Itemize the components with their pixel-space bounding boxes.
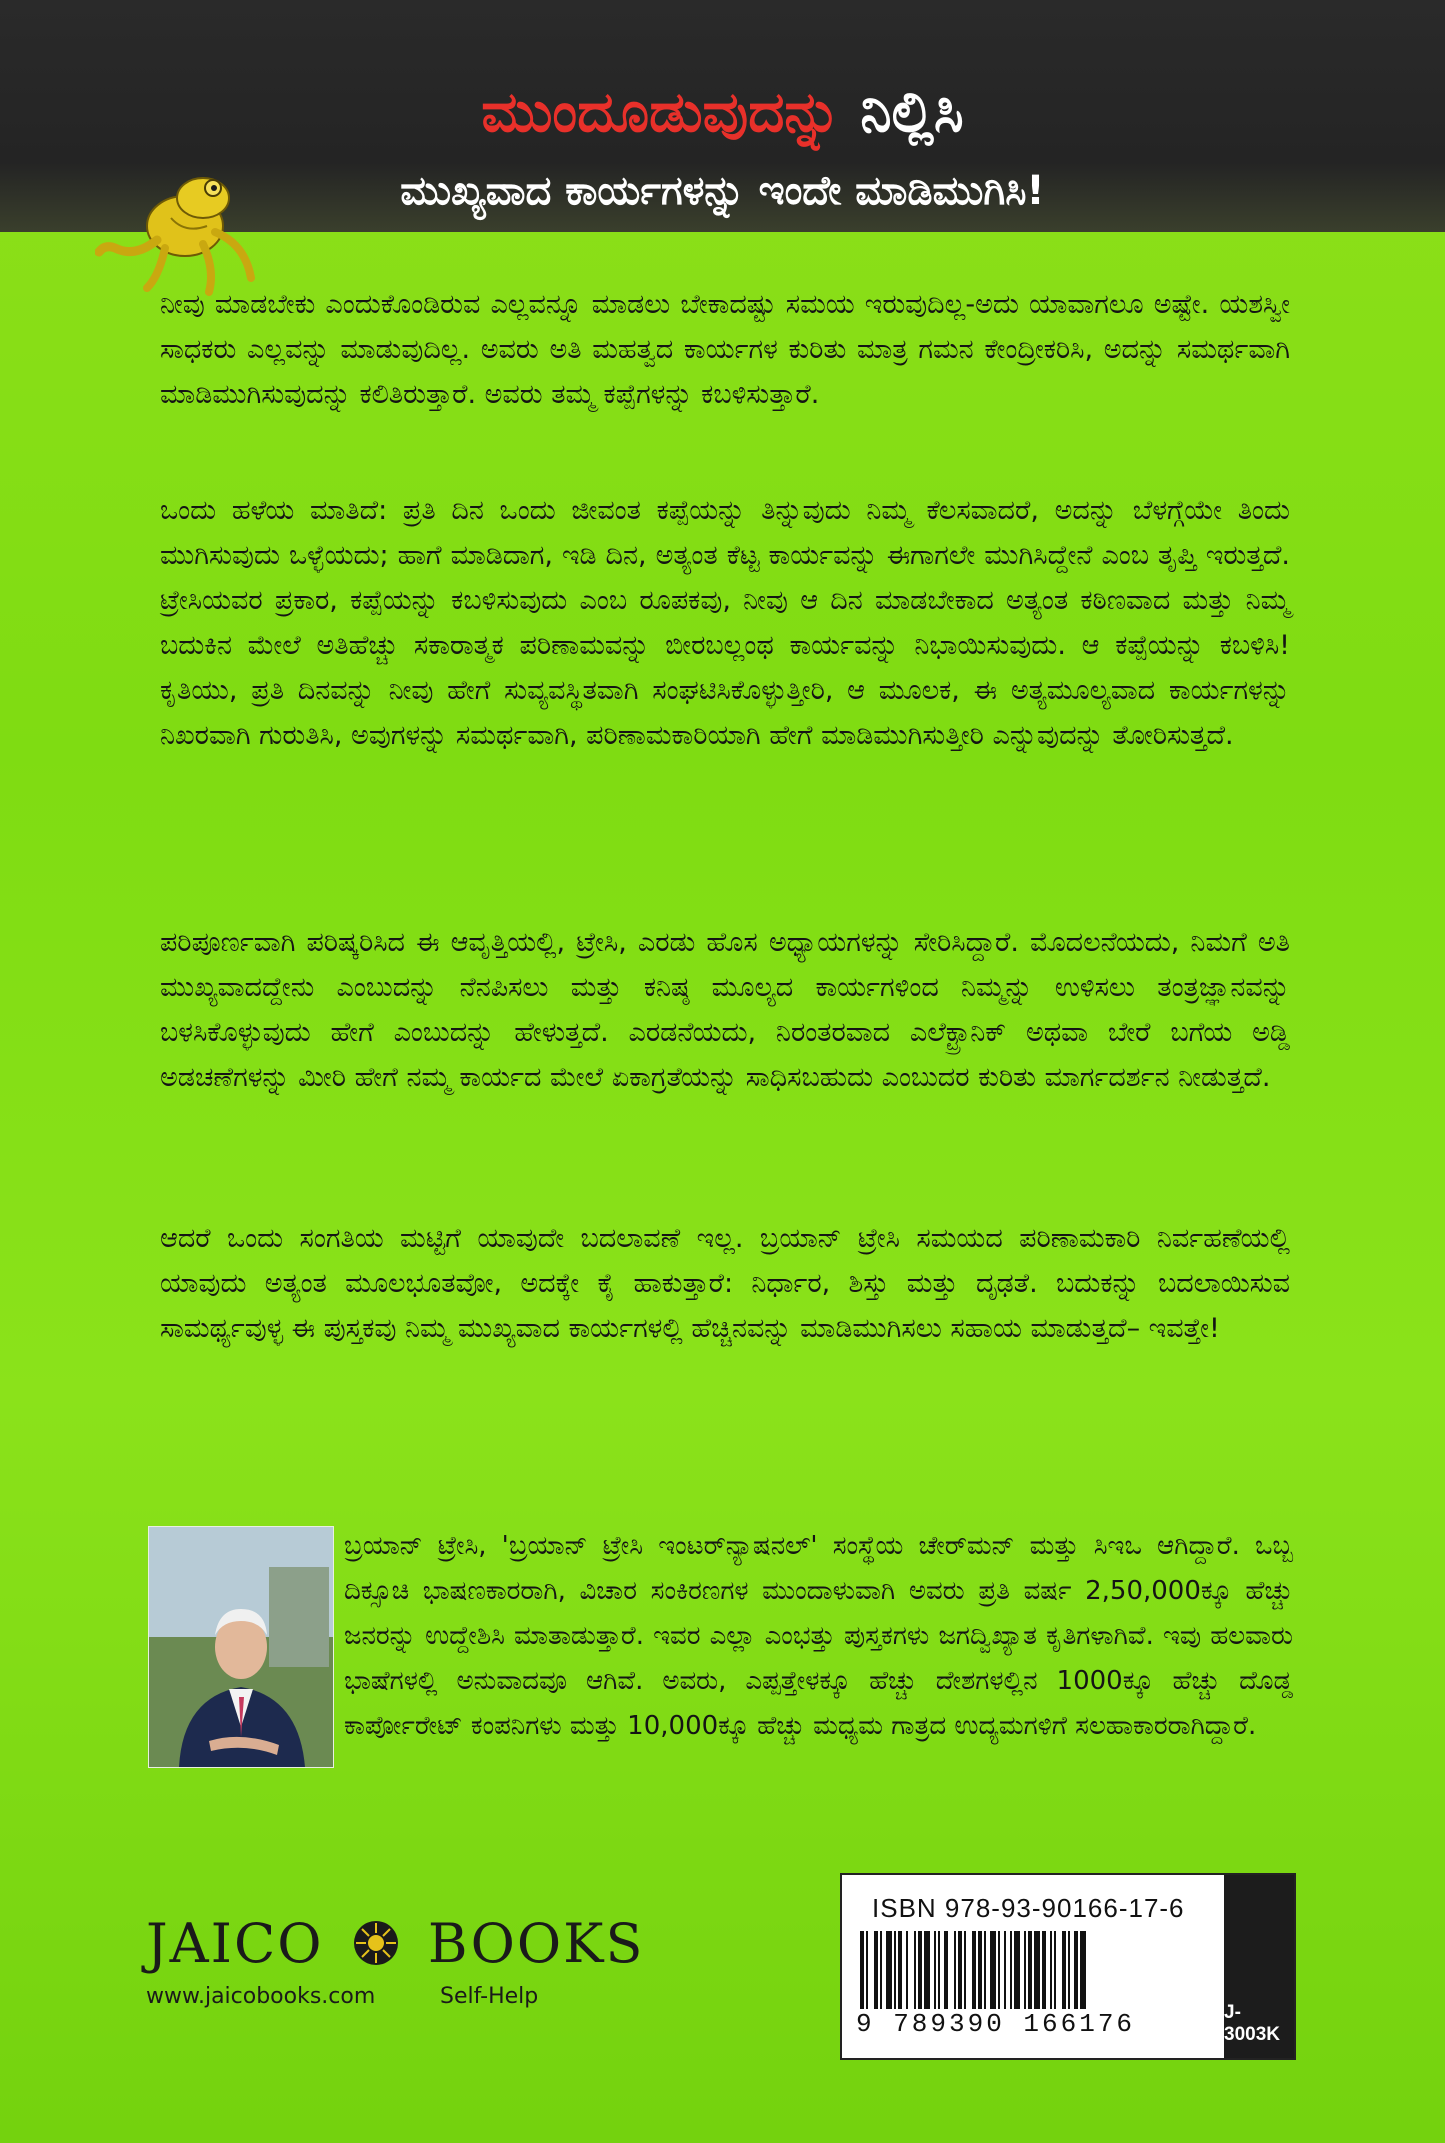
book-code: J-3003K [1224, 2002, 1280, 2045]
barcode-bar [924, 1931, 930, 2009]
blurb-paragraph-1: ನೀವು ಮಾಡಬೇಕು ಎಂದುಕೊಂಡಿರುವ ಎಲ್ಲವನ್ನೂ ಮಾಡಲು ಬೇಕಾದಷ್ಟು ಸಮಯ ಇರುವುದಿಲ್ಲ-ಅದು ಯಾವಾಗಲೂ ಅಷ್ಟೇ. ಯಶಸ್ವೀ ಸಾಧಕರು ಎಲ್ಲವನ್ನು ಮಾಡುವುದಿಲ್ಲ. ಅವರು ಅತಿ ಮಹತ್ವದ ಕಾರ್ಯಗಳ ಕುರಿತು ಮಾತ್ರ ಗಮನ ಕೇಂದ್ರೀಕರಿಸಿ, ಅದನ್ನು ಸಮರ್ಥವಾಗಿ ಮಾಡಿಮುಗಿಸುವುದನ್ನು ಕಲಿತಿರುತ್ತಾರೆ. ಅವರು ತಮ್ಮ ಕಪ್ಪೆಗಳನ್ನು ಕಬಳಿಸುತ್ತಾರೆ. [160, 289, 1290, 410]
isbn-barcode-label [840, 1873, 1296, 2060]
barcode-bar [906, 1931, 908, 2009]
author-bio-text: ಬ್ರಯಾನ್ ಟ್ರೇಸಿ, 'ಬ್ರಯಾನ್ ಟ್ರೇಸಿ ಇಂಟರ್‌ನ್ಯಾಷನಲ್' ಸಂಸ್ಥೆಯ ಚೇರ್‌ಮನ್ ಮತ್ತು ಸಿಇಒ ಆಗಿದ್ದಾರೆ. ಒಬ್ಬ ದಿಕ್ಸೂಚಿ ಭಾಷಣಕಾರರಾಗಿ, ವಿಚಾರ ಸಂಕಿರಣಗಳ ಮುಂದಾಳುವಾಗಿ ಅವರು ಪ್ರತಿ ವರ್ಷ 2,50,000ಕ್ಕೂ ಹೆಚ್ಚು ಜನರನ್ನು ಉದ್ದೇಶಿಸಿ ಮಾತಾಡುತ್ತಾರೆ. ಇವರ ಎಲ್ಲಾ ಎಂಭತ್ತು ಪುಸ್ತಕಗಳು ಜಗದ್ವಿಖ್ಯಾತ ಕೃತಿಗಳಾಗಿವೆ. ಇವು ಹಲವಾರು ಭಾಷೆಗಳಲ್ಲಿ ಅನುವಾದವೂ ಆಗಿವೆ. ಅವರು, ಎಪ್ಪತ್ತೇಳಕ್ಕೂ ಹೆಚ್ಚು ದೇಶಗಳಲ್ಲಿನ 1000ಕ್ಕೂ ಹೆಚ್ಚು ದೊಡ್ಡ ಕಾರ್ಪೋರೇಟ್ ಕಂಪನಿಗಳು ಮತ್ತು 10,000ಕ್ಕೂ ಹೆಚ್ಚು ಮಧ್ಯಮ ಗಾತ್ರದ ಉದ್ಯಮಗಳಿಗೆ ಸಲಹಾಕಾರರಾಗಿದ್ದಾರೆ. [344, 1531, 1293, 1741]
barcode-bar [1004, 1931, 1006, 2009]
barcode-bar [934, 1931, 936, 2009]
publisher-logo [146, 1912, 644, 1975]
blurb-paragraph-3: ಪರಿಪೂರ್ಣವಾಗಿ ಪರಿಷ್ಕರಿಸಿದ ಈ ಆವೃತ್ತಿಯಲ್ಲಿ, ಟ್ರೇಸಿ, ಎರಡು ಹೊಸ ಅಧ್ಯಾಯಗಳನ್ನು ಸೇರಿಸಿದ್ದಾರೆ. ಮೊದಲನೆಯದು, ನಿಮಗೆ ಅತಿ ಮುಖ್ಯವಾದದ್ದೇನು ಎಂಬುದನ್ನು ನೆನಪಿಸಲು ಮತ್ತು ಕನಿಷ್ಠ ಮೂಲ್ಯದ ಕಾರ್ಯಗಳಿಂದ ನಿಮ್ಮನ್ನು ಉಳಿಸಲು ತಂತ್ರಜ್ಞಾನವನ್ನು ಬಳಸಿಕೊಳ್ಳುವುದು ಹೇಗೆ ಎಂಬುದನ್ನು ಹೇಳುತ್ತದೆ. ಎರಡನೆಯದು, ನಿರಂತರವಾದ ಎಲೆಕ್ಟ್ರಾನಿಕ್ ಅಥವಾ ಬೇರೆ ಬಗೆಯ ಅಡ್ಡಿ ಅಡಚಣೆಗಳನ್ನು ಮೀರಿ ಹೇಗೆ ನಮ್ಮ ಕಾರ್ಯದ ಮೇಲೆ ಏಕಾಗ್ರತೆಯನ್ನು ಸಾಧಿಸಬಹುದು ಎಂಬುದರ ಕುರಿತು ಮಾರ್ಗದರ್ಶನ ನೀಡುತ್ತದೆ. [160, 927, 1290, 1093]
barcode-bar [1050, 1931, 1052, 2009]
barcode-bar [998, 1931, 1000, 2009]
frog-illustration [95, 148, 275, 298]
barcode-bar [886, 1931, 892, 2009]
book-subtitle: ಮುಖ್ಯವಾದ ಕಾರ್ಯಗಳನ್ನು ಇಂದೇ ಮಾಡಿಮುಗಿಸಿ! [400, 168, 1045, 214]
title-part-white: ನಿಲ್ಲಿಸಿ [860, 80, 964, 145]
barcode-bar [860, 1931, 864, 2009]
blurb-paragraph-4: ಆದರೆ ಒಂದು ಸಂಗತಿಯ ಮಟ್ಟಿಗೆ ಯಾವುದೇ ಬದಲಾವಣೆ ಇಲ್ಲ. ಬ್ರಯಾನ್ ಟ್ರೇಸಿ ಸಮಯದ ಪರಿಣಾಮಕಾರಿ ನಿರ್ವಹಣೆಯಲ್ಲಿ ಯಾವುದು ಅತ್ಯಂತ ಮೂಲಭೂತವೋ, ಅದಕ್ಕೇ ಕೈ ಹಾಕುತ್ತಾರೆ: ನಿರ್ಧಾರ, ಶಿಸ್ತು ಮತ್ತು ದೃಢತೆ. ಬದುಕನ್ನು ಬದಲಾಯಿಸುವ ಸಾಮರ್ಥ್ಯವುಳ್ಳ ಈ ಪುಸ್ತಕವು ನಿಮ್ಮ ಮುಖ್ಯವಾದ ಕಾರ್ಯಗಳಲ್ಲಿ ಹೆಚ್ಚಿನವನ್ನು ಮಾಡಿಮುಗಿಸಲು ಸಹಾಯ ಮಾಡುತ್ತದೆ– ಇವತ್ತೇ! [160, 1223, 1290, 1344]
barcode-bar [1010, 1931, 1012, 2009]
barcode-digits: 9 789390 166176 [856, 2009, 1136, 2039]
barcode-bar [978, 1931, 982, 2009]
barcode-bar [972, 1931, 976, 2009]
barcode-bar [1034, 1931, 1040, 2009]
barcode-bar [1024, 1931, 1026, 2009]
barcode-bar [1074, 1931, 1078, 2009]
barcode-bar [1042, 1931, 1046, 2009]
barcode-bar [1062, 1931, 1066, 2009]
barcode-bar [990, 1931, 996, 2009]
book-category: Self-Help [440, 1984, 539, 2009]
blurb-paragraph-2: ಒಂದು ಹಳೆಯ ಮಾತಿದೆ: ಪ್ರತಿ ದಿನ ಒಂದು ಜೀವಂತ ಕಪ್ಪೆಯನ್ನು ತಿನ್ನುವುದು ನಿಮ್ಮ ಕೆಲಸವಾದರೆ, ಅದನ್ನು ಬೆಳಗ್ಗೆಯೇ ತಿಂದು ಮುಗಿಸುವುದು ಒಳ್ಳೆಯದು; ಹಾಗೆ ಮಾಡಿದಾಗ, ಇಡಿ ದಿನ, ಅತ್ಯಂತ ಕೆಟ್ಟ ಕಾರ್ಯವನ್ನು ಈಗಾಗಲೇ ಮುಗಿಸಿದ್ದೇನೆ ಎಂಬ ತೃಪ್ತಿ ಇರುತ್ತದೆ. ಟ್ರೇಸಿಯವರ ಪ್ರಕಾರ, ಕಪ್ಪೆಯನ್ನು ಕಬಳಿಸುವುದು ಎಂಬ ರೂಪಕವು, ನೀವು ಆ ದಿನ ಮಾಡಬೇಕಾದ ಅತ್ಯಂತ ಕಠಿಣವಾದ ಮತ್ತು ನಿಮ್ಮ ಬದುಕಿನ ಮೇಲೆ ಅತಿಹೆಚ್ಚು ಸಕಾರಾತ್ಮಕ ಪರಿಣಾಮವನ್ನು ಬೀರಬಲ್ಲಂಥ ಕಾರ್ಯವನ್ನು ನಿಭಾಯಿಸುವುದು. ಆ ಕಪ್ಪೆಯನ್ನು ಕಬಳಿಸಿ! ಕೃತಿಯು, ಪ್ರತಿ ದಿನವನ್ನು ನೀವು ಹೇಗೆ ಸುವ್ಯವಸ್ಥಿತವಾಗಿ ಸಂಘಟಿಸಿಕೊಳ್ಳುತ್ತೀರಿ, ಆ ಮೂಲಕ, ಈ ಅತ್ಯಮೂಲ್ಯವಾದ ಕಾರ್ಯಗಳನ್ನು ನಿಖರವಾಗಿ ಗುರುತಿಸಿ, ಅವುಗಳನ್ನು ಸಮರ್ಥವಾಗಿ, ಪರಿಣಾಮಕಾರಿಯಾಗಿ ಹೇಗೆ ಮಾಡಿಮುಗಿಸುತ್ತೀರಿ ಎನ್ನುವುದನ್ನು ತೋರಿಸುತ್ತದೆ. [160, 495, 1290, 751]
barcode-bar [918, 1931, 922, 2009]
barcode-bar [914, 1931, 916, 2009]
logo-text-left: JAICO [146, 1912, 324, 1975]
barcode-bar [1028, 1931, 1032, 2009]
book-title [0, 80, 1445, 146]
publisher-website: www.jaicobooks.com [146, 1984, 376, 2009]
barcode-bar [1080, 1931, 1086, 2009]
barcode-bar [880, 1931, 882, 2009]
sun-emblem-icon [351, 1918, 401, 1968]
barcode-graphic [856, 1931, 1216, 2009]
barcode-bar [984, 1931, 986, 2009]
barcode-bar [1054, 1931, 1056, 2009]
barcode-bar [898, 1931, 902, 2009]
barcode-bar [954, 1931, 956, 2009]
barcode-bar [866, 1931, 868, 2009]
barcode-bar [944, 1931, 948, 2009]
author-photo [148, 1526, 334, 1768]
code-tab [1224, 1875, 1294, 2058]
isbn-number: ISBN 978-93-90166-17-6 [872, 1893, 1185, 1923]
barcode-bar [874, 1931, 878, 2009]
barcode-bar [938, 1931, 940, 2009]
title-part-red: ಮುಂದೂಡುವುದನ್ನು [481, 80, 841, 145]
barcode-bar [964, 1931, 966, 2009]
barcode-bar [1014, 1931, 1020, 2009]
barcode-bar [894, 1931, 896, 2009]
barcode-bar [958, 1931, 962, 2009]
logo-text-right: BOOKS [427, 1912, 645, 1975]
barcode-bar [1068, 1931, 1070, 2009]
